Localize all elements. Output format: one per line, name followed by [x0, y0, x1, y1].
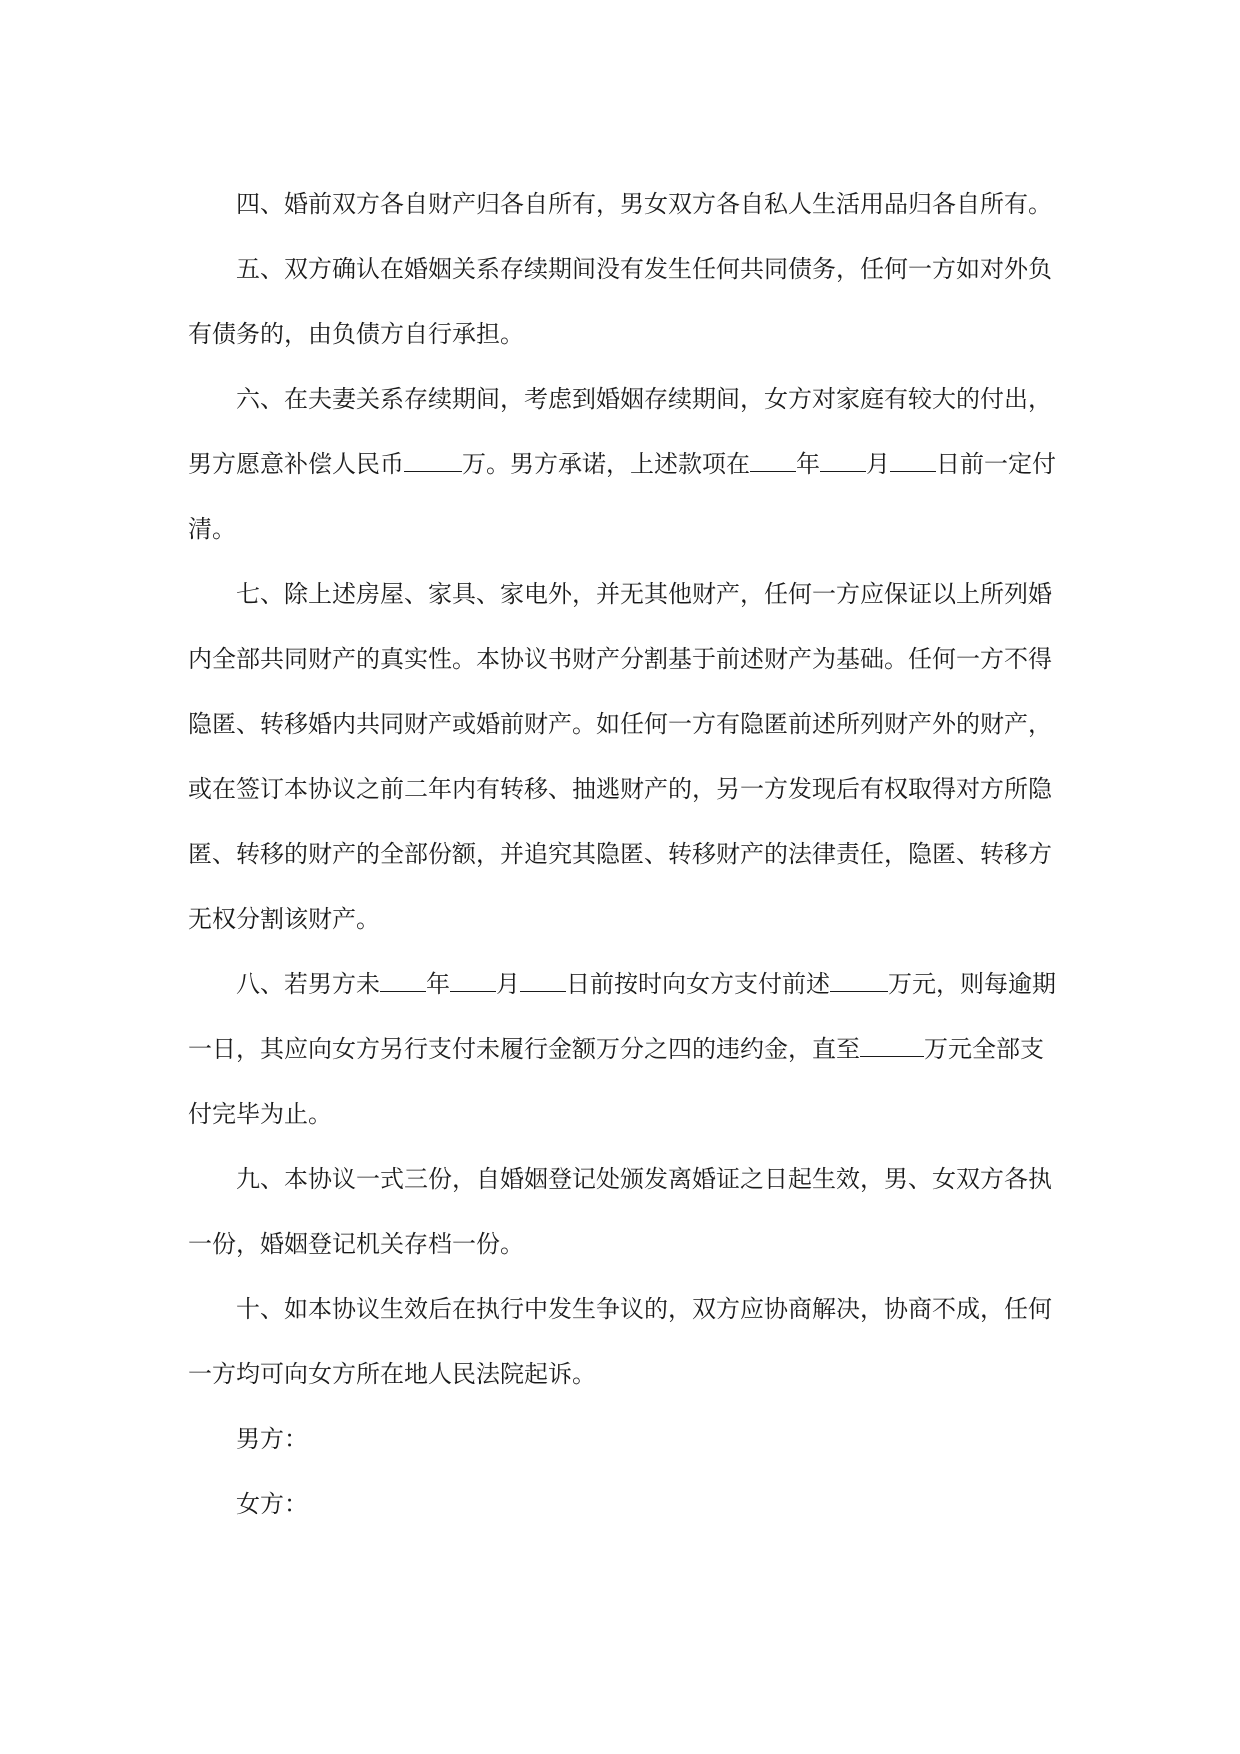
blank-year[interactable]: [750, 449, 796, 472]
clause-9: 九、本协议一式三份，自婚姻登记处颁发离婚证之日起生效，男、女双方各执一份，婚姻登记机关存档一份。: [188, 1165, 1052, 1258]
blank-amount[interactable]: [404, 449, 462, 472]
clause-8-text: 月: [496, 970, 520, 998]
clause-8-text: 日前按时向女方支付前述: [566, 970, 830, 998]
clause-6-text: 日前一定付清。: [188, 450, 1056, 543]
clause-8-text: 万元全部支付完毕为止。: [188, 1035, 1044, 1128]
clause-5: 五、双方确认在婚姻关系存续期间没有发生任何共同债务，任何一方如对外负有债务的，由负债方自行承担。: [188, 255, 1052, 348]
clause-6: [188, 367, 1056, 562]
blank-month[interactable]: [820, 449, 866, 472]
clause-4: 四、婚前双方各自财产归各自所有，男女双方各自私人生活用品归各自所有。: [236, 190, 1052, 218]
clause-7: 七、除上述房屋、家具、家电外，并无其他财产，任何一方应保证以上所列婚内全部共同财产的真实性。本协议书财产分割基于前述财产为基础。任何一方不得隐匿、转移婚内共同财产或婚前财产。如任何一方有隐匿前述所列财产外的财产，或在签订本协议之前二年内有转移、抽逃财产的，另一方发现后有权取得对方所隐匿、转移的财产的全部份额，并追究其隐匿、转移财产的法律责任，隐匿、转移方无权分割该财产。: [188, 580, 1052, 933]
clause-8-text: 万元，则每逾期一日，其应向女方另行支付未履行金额万分之四的违约金，直至: [188, 970, 1056, 1063]
blank-year[interactable]: [380, 969, 426, 992]
clause-8: [188, 952, 1056, 1147]
document-body: [188, 172, 1056, 1537]
blank-amount[interactable]: [830, 969, 888, 992]
blank-day[interactable]: [520, 969, 566, 992]
clause-6-text: 万。男方承诺，上述款项在: [462, 450, 750, 478]
signature-male: 男方：: [236, 1425, 308, 1453]
clause-6-text: 六、在夫妻关系存续期间，考虑到婚姻存续期间，女方对家庭有较大的付出，男方愿意补偿人民币: [188, 385, 1052, 478]
blank-month[interactable]: [450, 969, 496, 992]
clause-6-text: 月: [866, 450, 890, 478]
blank-amount[interactable]: [860, 1034, 924, 1057]
blank-day[interactable]: [890, 449, 936, 472]
clause-8-text: 八、若男方未: [236, 970, 380, 998]
clause-6-text: 年: [796, 450, 820, 478]
clause-10: 十、如本协议生效后在执行中发生争议的，双方应协商解决，协商不成，任何一方均可向女方所在地人民法院起诉。: [188, 1295, 1052, 1388]
clause-8-text: 年: [426, 970, 450, 998]
signature-female: 女方：: [236, 1490, 308, 1518]
